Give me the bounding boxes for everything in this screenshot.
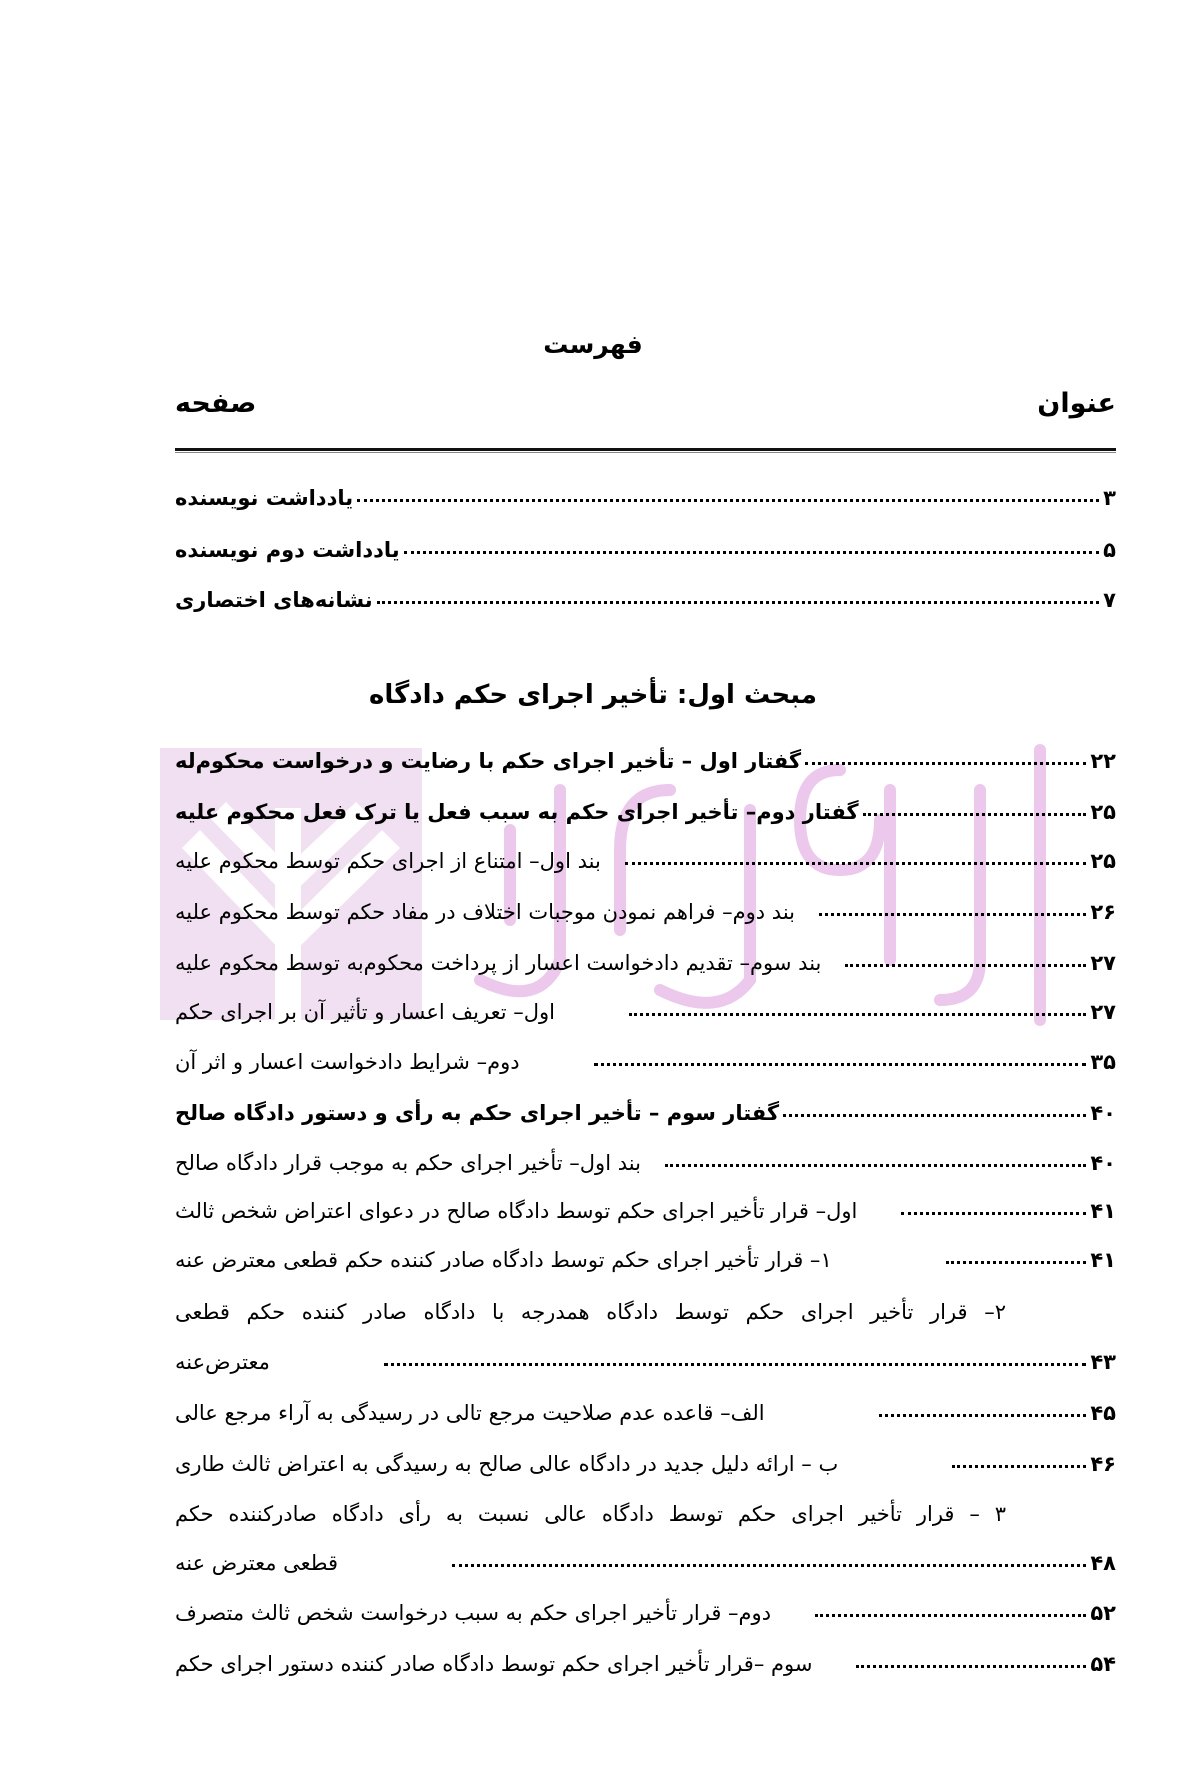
toc-row[interactable] [175, 1436, 1116, 1476]
toc-page: ۷ [1103, 588, 1116, 612]
leader-dots [377, 601, 1100, 604]
toc-row[interactable] [175, 572, 1116, 612]
leader-dots [863, 813, 1087, 816]
toc-row[interactable] [175, 884, 1116, 924]
leader-dots [783, 1114, 1086, 1117]
leader-dots [594, 1063, 1087, 1066]
leader-dots [404, 551, 1100, 554]
leader-dots [629, 1013, 1086, 1016]
leader-dots [946, 1261, 1087, 1264]
toc-label: دوم– شرایط دادخواست اعسار و اثر آن [175, 1050, 520, 1074]
toc-page: ۲۷ [1090, 951, 1116, 975]
leader-dots [384, 1363, 1087, 1366]
toc-label: الف– قاعده عدم صلاحیت مرجع تالی در رسیدگی به آراء مرجع عالی [175, 1401, 765, 1425]
section-heading: مبحث اول: تأخیر اجرای حکم دادگاه [369, 680, 817, 710]
toc-label: اول– تعریف اعسار و تأثیر آن بر اجرای حکم [175, 1000, 555, 1024]
toc-page: ۲۶ [1090, 900, 1116, 924]
toc-row[interactable] [175, 1486, 1116, 1526]
toc-row[interactable] [175, 784, 1116, 824]
leader-dots [452, 1564, 1086, 1567]
toc-row[interactable] [175, 1183, 1116, 1223]
toc-label: گفتار اول – تأخیر اجرای حکم با رضایت و درخواست محکوم‌له [175, 749, 802, 773]
toc-page: ۴۵ [1090, 1401, 1116, 1425]
toc-row[interactable] [175, 833, 1116, 873]
leader-dots [879, 1414, 1087, 1417]
toc-label: ۳ – قرار تأخیر اجرای حکم توسط دادگاه عالی نسبت به رأی دادگاه صادرکننده حکم [175, 1502, 1006, 1526]
toc-page: ۴۰ [1090, 1151, 1116, 1175]
toc-page: ۴۳ [1090, 1350, 1116, 1374]
toc-row[interactable] [175, 1135, 1116, 1175]
toc-row[interactable] [175, 1284, 1116, 1324]
toc-label: سوم –قرار تأخیر اجرای حکم توسط دادگاه صادر کننده دستور اجرای حکم [175, 1652, 813, 1676]
toc-page: ۲۷ [1090, 1000, 1116, 1024]
toc-row[interactable] [175, 1232, 1116, 1272]
toc-row[interactable] [175, 733, 1116, 773]
toc-label: ۱– قرار تأخیر اجرای حکم توسط دادگاه صادر کننده حکم قطعی معترض عنه [175, 1248, 832, 1272]
toc-page: ۳ [1103, 486, 1116, 510]
column-header-page: صفحه [175, 388, 257, 419]
column-header-title: عنوان [1037, 388, 1116, 419]
toc-page: ۴۱ [1090, 1248, 1116, 1272]
toc-label: یادداشت دوم نویسنده [175, 538, 400, 562]
leader-dots [357, 499, 1099, 502]
toc-label: قطعی معترض عنه [175, 1551, 339, 1575]
toc-label: دوم– قرار تأخیر اجرای حکم به سبب درخواست شخص ثالث متصرف [175, 1601, 772, 1625]
toc-label: بند دوم– فراهم نمودن موجبات اختلاف در مفاد حکم توسط محکوم علیه [175, 900, 796, 924]
leader-dots [856, 1665, 1086, 1668]
toc-row[interactable] [175, 1585, 1116, 1625]
toc-row[interactable] [175, 1385, 1116, 1425]
page-title: فهرست [543, 330, 643, 359]
toc-label: اول– قرار تأخیر اجرای حکم توسط دادگاه صالح در دعوای اعتراض شخص ثالث [175, 1199, 858, 1223]
leader-dots [819, 913, 1086, 916]
toc-page: ۵ [1103, 538, 1116, 562]
toc-page: ۴۸ [1090, 1551, 1116, 1575]
leader-dots [815, 1614, 1086, 1617]
toc-page: ۵۴ [1090, 1652, 1116, 1676]
header-rule-shadow [175, 452, 1116, 453]
toc-page: ۴۱ [1090, 1199, 1116, 1223]
toc-page: ۴۰ [1090, 1101, 1116, 1125]
toc-page: ۳۵ [1090, 1050, 1116, 1074]
toc-label: بند اول– امتناع از اجرای حکم توسط محکوم علیه [175, 849, 601, 873]
leader-dots [845, 964, 1086, 967]
toc-row[interactable] [175, 470, 1116, 510]
toc-label: معترض‌عنه [175, 1350, 270, 1374]
toc-row[interactable] [175, 984, 1116, 1024]
toc-page: ۵۲ [1090, 1601, 1116, 1625]
leader-dots [625, 862, 1087, 865]
toc-page: ۲۵ [1090, 849, 1116, 873]
toc-row[interactable] [175, 522, 1116, 562]
toc-label: ۲– قرار تأخیر اجرای حکم توسط دادگاه همدرجه با دادگاه صادر کننده حکم قطعی [175, 1300, 1006, 1324]
toc-label: بند سوم– تقدیم دادخواست اعسار از پرداخت محکوم‌به توسط محکوم علیه [175, 951, 822, 975]
toc-row[interactable] [175, 1535, 1116, 1575]
toc-label: یادداشت نویسنده [175, 486, 354, 510]
toc-page: ۲۲ [1090, 749, 1116, 773]
toc-page: ۲۵ [1090, 800, 1116, 824]
toc-page: ۴۶ [1090, 1452, 1116, 1476]
toc-row[interactable] [175, 1636, 1116, 1676]
leader-dots [665, 1164, 1086, 1167]
toc-label: نشانه‌های اختصاری [175, 588, 373, 612]
toc-row[interactable] [175, 1085, 1116, 1125]
header-rule [175, 448, 1116, 451]
toc-row[interactable] [175, 935, 1116, 975]
leader-dots [952, 1465, 1086, 1468]
leader-dots [805, 762, 1086, 765]
toc-label: ب – ارائه دلیل جدید در دادگاه عالی صالح به رسیدگی به اعتراض ثالث طاری [175, 1452, 839, 1476]
toc-label: بند اول– تأخیر اجرای حکم به موجب قرار دادگاه صالح [175, 1151, 641, 1175]
toc-row[interactable] [175, 1034, 1116, 1074]
leader-dots [901, 1212, 1086, 1215]
toc-label: گفتار دوم– تأخیر اجرای حکم به سبب فعل یا ترک فعل محکوم علیه [175, 800, 859, 824]
toc-label: گفتار سوم – تأخیر اجرای حکم به رأی و دستور دادگاه صالح [175, 1101, 780, 1125]
toc-row[interactable] [175, 1334, 1116, 1374]
